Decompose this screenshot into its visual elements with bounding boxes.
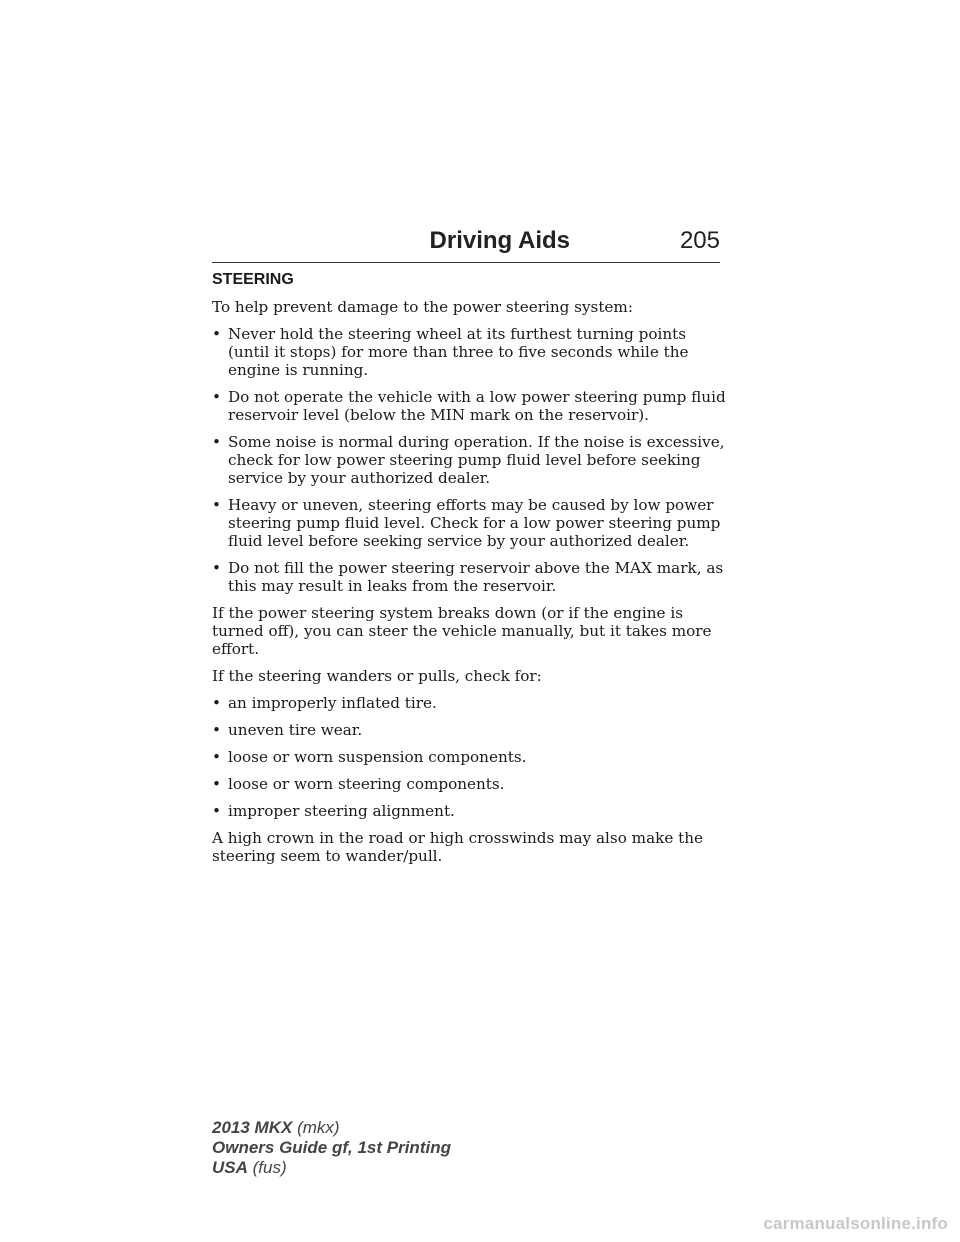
- list-item-text: Heavy or uneven, steering efforts may be caused by low power steering pump fluid level. Check for a low power steering pump fluid level before seeking service by your authorized dealer.: [228, 496, 721, 550]
- footer-market-code: (fus): [252, 1158, 287, 1177]
- bullet-icon: •: [212, 775, 221, 793]
- footer-model: 2013 MKX: [212, 1118, 293, 1137]
- bullet-icon: •: [212, 748, 221, 766]
- footer-line-guide: Owners Guide gf, 1st Printing: [212, 1138, 451, 1157]
- section-heading: STEERING: [212, 271, 294, 288]
- list-item: [212, 559, 732, 595]
- list-item-text: loose or worn steering components.: [228, 775, 505, 793]
- bullet-icon: •: [212, 802, 221, 820]
- list-item-text: loose or worn suspension components.: [228, 748, 527, 766]
- list-item-text: Do not fill the power steering reservoir above the MAX mark, as this may result in leaks from the reservoir.: [228, 559, 724, 595]
- footer-line-market: [212, 1158, 451, 1178]
- list-item: [212, 775, 732, 793]
- footer-line-model: [212, 1118, 451, 1138]
- list-item: [212, 748, 732, 766]
- bullet-icon: •: [212, 694, 221, 712]
- print-footer: [212, 1118, 451, 1178]
- list-item: [212, 388, 732, 424]
- list-item-text: Some noise is normal during operation. If the noise is excessive, check for low power steering pump fluid level before seeking service by your authorized dealer.: [228, 433, 725, 487]
- list-item: [212, 694, 732, 712]
- bullet-icon: •: [212, 433, 221, 451]
- footer-market: USA: [212, 1158, 248, 1177]
- list-item-text: Do not operate the vehicle with a low power steering pump fluid reservoir level (below the MIN mark on the reservoir).: [228, 388, 726, 424]
- bullet-icon: •: [212, 721, 221, 739]
- steering-precautions-list: [212, 325, 732, 595]
- wander-causes-list: [212, 694, 732, 820]
- page-number: 205: [679, 227, 720, 254]
- bullet-icon: •: [212, 325, 221, 343]
- bullet-icon: •: [212, 559, 221, 577]
- header-divider: [212, 262, 720, 263]
- crown-paragraph: A high crown in the road or high crosswinds may also make the steering seem to wander/pull.: [212, 829, 704, 865]
- site-watermark: carmanualsonline.info: [763, 1214, 948, 1233]
- page-body: [212, 270, 732, 874]
- footer-model-code: (mkx): [297, 1118, 340, 1137]
- breakdown-paragraph: If the power steering system breaks down (or if the engine is turned off), you can steer the vehicle manually, but it takes more effort.: [212, 604, 712, 658]
- list-item-text: an improperly inflated tire.: [228, 694, 437, 712]
- bullet-icon: •: [212, 496, 221, 514]
- list-item-text: improper steering alignment.: [228, 802, 455, 820]
- list-item: [212, 325, 732, 379]
- intro-paragraph: To help prevent damage to the power steering system:: [212, 298, 633, 316]
- list-item: [212, 721, 732, 739]
- wanders-paragraph: If the steering wanders or pulls, check for:: [212, 667, 542, 685]
- list-item-text: Never hold the steering wheel at its furthest turning points (until it stops) for more than three to five seconds while the engine is running.: [228, 325, 689, 379]
- list-item-text: uneven tire wear.: [228, 721, 363, 739]
- section-title: Driving Aids: [429, 227, 570, 254]
- list-item: [212, 496, 732, 550]
- bullet-icon: •: [212, 388, 221, 406]
- list-item: [212, 802, 732, 820]
- list-item: [212, 433, 732, 487]
- page-header: [212, 226, 720, 262]
